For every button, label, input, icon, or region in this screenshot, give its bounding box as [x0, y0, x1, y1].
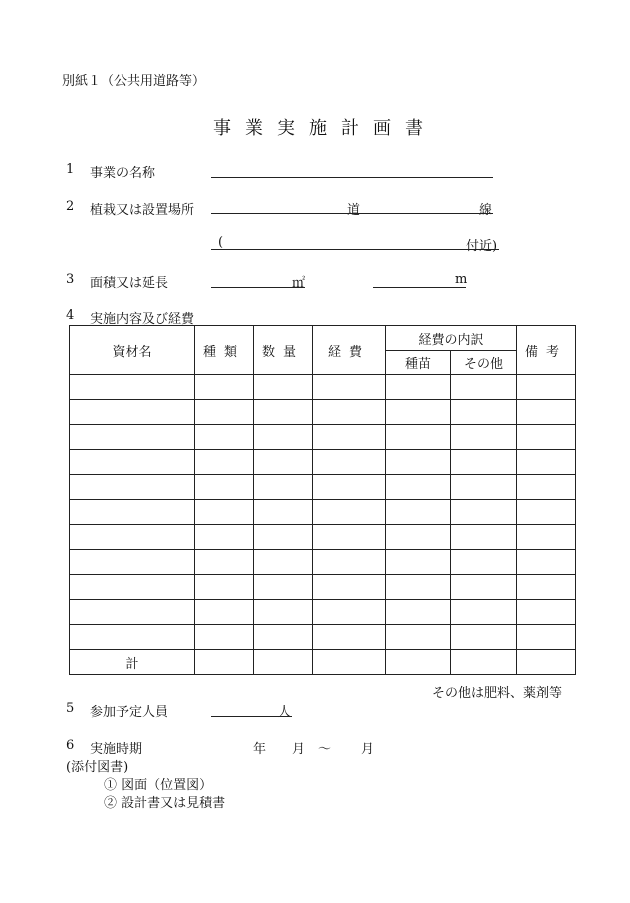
total-row	[70, 650, 576, 675]
total-label: 計	[70, 650, 195, 675]
table-cell	[313, 550, 386, 575]
item-1-label: 事業の名称	[90, 166, 156, 181]
table-cell	[254, 625, 313, 650]
item-2-number: 2	[66, 199, 75, 214]
table-cell	[313, 450, 386, 475]
table-cell	[254, 450, 313, 475]
header-kind: 種類	[195, 326, 254, 375]
table-cell	[517, 500, 576, 525]
table-cell	[451, 625, 517, 650]
item-4-label: 実施内容及び経費	[90, 312, 195, 327]
month-from-label: 月	[292, 742, 306, 757]
table-cell	[451, 500, 517, 525]
table-cell	[386, 375, 451, 400]
table-row	[70, 600, 576, 625]
table-row	[70, 550, 576, 575]
table-cell	[451, 425, 517, 450]
table-cell	[70, 550, 195, 575]
table-cell	[254, 425, 313, 450]
people-line	[211, 716, 292, 717]
item-3-label: 面積又は延長	[90, 276, 169, 291]
table-cell	[517, 600, 576, 625]
table-cell	[313, 575, 386, 600]
table-cell	[386, 575, 451, 600]
table-cell	[195, 550, 254, 575]
area-line	[211, 287, 305, 288]
attachment-1: ① 図面（位置図）	[104, 778, 213, 793]
table-cell	[517, 475, 576, 500]
table-cell	[254, 400, 313, 425]
table-cell	[254, 575, 313, 600]
table-note: その他は肥料、薬剤等	[432, 686, 563, 701]
table-cell	[517, 425, 576, 450]
table-cell	[386, 650, 451, 675]
item-1-number: 1	[66, 162, 75, 177]
table-cell	[451, 475, 517, 500]
table-cell	[254, 475, 313, 500]
header-qty: 数量	[254, 326, 313, 375]
table-cell	[195, 475, 254, 500]
table-cell	[451, 575, 517, 600]
table-cell	[195, 525, 254, 550]
table-cell	[386, 400, 451, 425]
header-other: その他	[451, 351, 517, 375]
attachment-label: 別紙１（公共用道路等）	[62, 74, 206, 89]
item-3-number: 3	[66, 272, 75, 287]
table-row	[70, 575, 576, 600]
item-5-number: 5	[66, 701, 75, 716]
table-cell	[451, 450, 517, 475]
table-cell	[195, 650, 254, 675]
table-cell	[195, 575, 254, 600]
table-cell	[386, 450, 451, 475]
tilde: ～	[318, 742, 332, 757]
table-cell	[517, 625, 576, 650]
table-cell	[195, 500, 254, 525]
table-cell	[451, 650, 517, 675]
road-label: 道	[347, 203, 361, 218]
table-cell	[451, 525, 517, 550]
header-remarks: 備考	[517, 326, 576, 375]
table-row	[70, 500, 576, 525]
table-cell	[517, 550, 576, 575]
item-2-label: 植栽又は設置場所	[90, 203, 195, 218]
table-cell	[517, 575, 576, 600]
table-cell	[70, 450, 195, 475]
table-cell	[70, 575, 195, 600]
people-unit: 人	[278, 705, 292, 720]
table-cell	[313, 500, 386, 525]
table-cell	[451, 400, 517, 425]
table-cell	[254, 600, 313, 625]
header-material: 資材名	[70, 326, 195, 375]
table-cell	[254, 650, 313, 675]
table-row	[70, 525, 576, 550]
item-4-number: 4	[66, 308, 75, 323]
table-cell	[195, 450, 254, 475]
table-cell	[386, 600, 451, 625]
project-name-line	[211, 177, 493, 178]
cost-table	[69, 325, 576, 675]
table-cell	[451, 550, 517, 575]
table-cell	[313, 650, 386, 675]
table-cell	[70, 400, 195, 425]
table-row	[70, 400, 576, 425]
table-cell	[517, 400, 576, 425]
header-breakdown: 経費の内訳	[386, 326, 517, 351]
table-cell	[386, 525, 451, 550]
table-cell	[313, 425, 386, 450]
table-cell	[254, 550, 313, 575]
line-suffix: 線	[479, 203, 493, 218]
table-cell	[313, 600, 386, 625]
attachments-heading: (添付図書)	[66, 760, 129, 775]
table-cell	[254, 500, 313, 525]
table-cell	[70, 475, 195, 500]
table-cell	[195, 425, 254, 450]
header-seed: 種苗	[386, 351, 451, 375]
item-6-label: 実施時期	[90, 742, 143, 757]
table-row	[70, 475, 576, 500]
table-row	[70, 450, 576, 475]
table-cell	[70, 425, 195, 450]
table-cell	[386, 550, 451, 575]
table-cell	[517, 375, 576, 400]
table-cell	[195, 600, 254, 625]
table-cell	[254, 375, 313, 400]
table-cell	[70, 525, 195, 550]
table-cell	[195, 625, 254, 650]
attachment-2: ② 設計書又は見積書	[104, 796, 226, 811]
length-unit: m	[455, 272, 468, 287]
table-cell	[313, 525, 386, 550]
document-title: 事業実施計画書	[213, 118, 437, 139]
table-cell	[386, 500, 451, 525]
table-cell	[70, 625, 195, 650]
table-cell	[313, 475, 386, 500]
item-6-number: 6	[66, 738, 75, 753]
table-cell	[451, 375, 517, 400]
table-cell	[313, 400, 386, 425]
table-cell	[254, 525, 313, 550]
table-row	[70, 625, 576, 650]
month-to-label: 月	[361, 742, 375, 757]
table-cell	[313, 375, 386, 400]
location-vicinity-line	[211, 249, 499, 250]
table-cell	[386, 425, 451, 450]
table-cell	[386, 475, 451, 500]
table-cell	[70, 375, 195, 400]
table-cell	[517, 525, 576, 550]
vicinity-label: 付近)	[466, 239, 498, 254]
table-cell	[313, 625, 386, 650]
table-cell	[451, 600, 517, 625]
header-cost: 経費	[313, 326, 386, 375]
table-row	[70, 425, 576, 450]
table-cell	[195, 375, 254, 400]
table-cell	[517, 650, 576, 675]
item-5-label: 参加予定人員	[90, 705, 169, 720]
year-label: 年	[253, 742, 267, 757]
table-cell	[517, 450, 576, 475]
area-unit: ㎡	[292, 276, 306, 291]
location-road-line	[211, 213, 493, 214]
length-line	[373, 287, 466, 288]
paren-open: (	[218, 235, 224, 250]
table-cell	[70, 500, 195, 525]
table-cell	[70, 600, 195, 625]
table-cell	[195, 400, 254, 425]
table-cell	[386, 625, 451, 650]
table-row	[70, 375, 576, 400]
